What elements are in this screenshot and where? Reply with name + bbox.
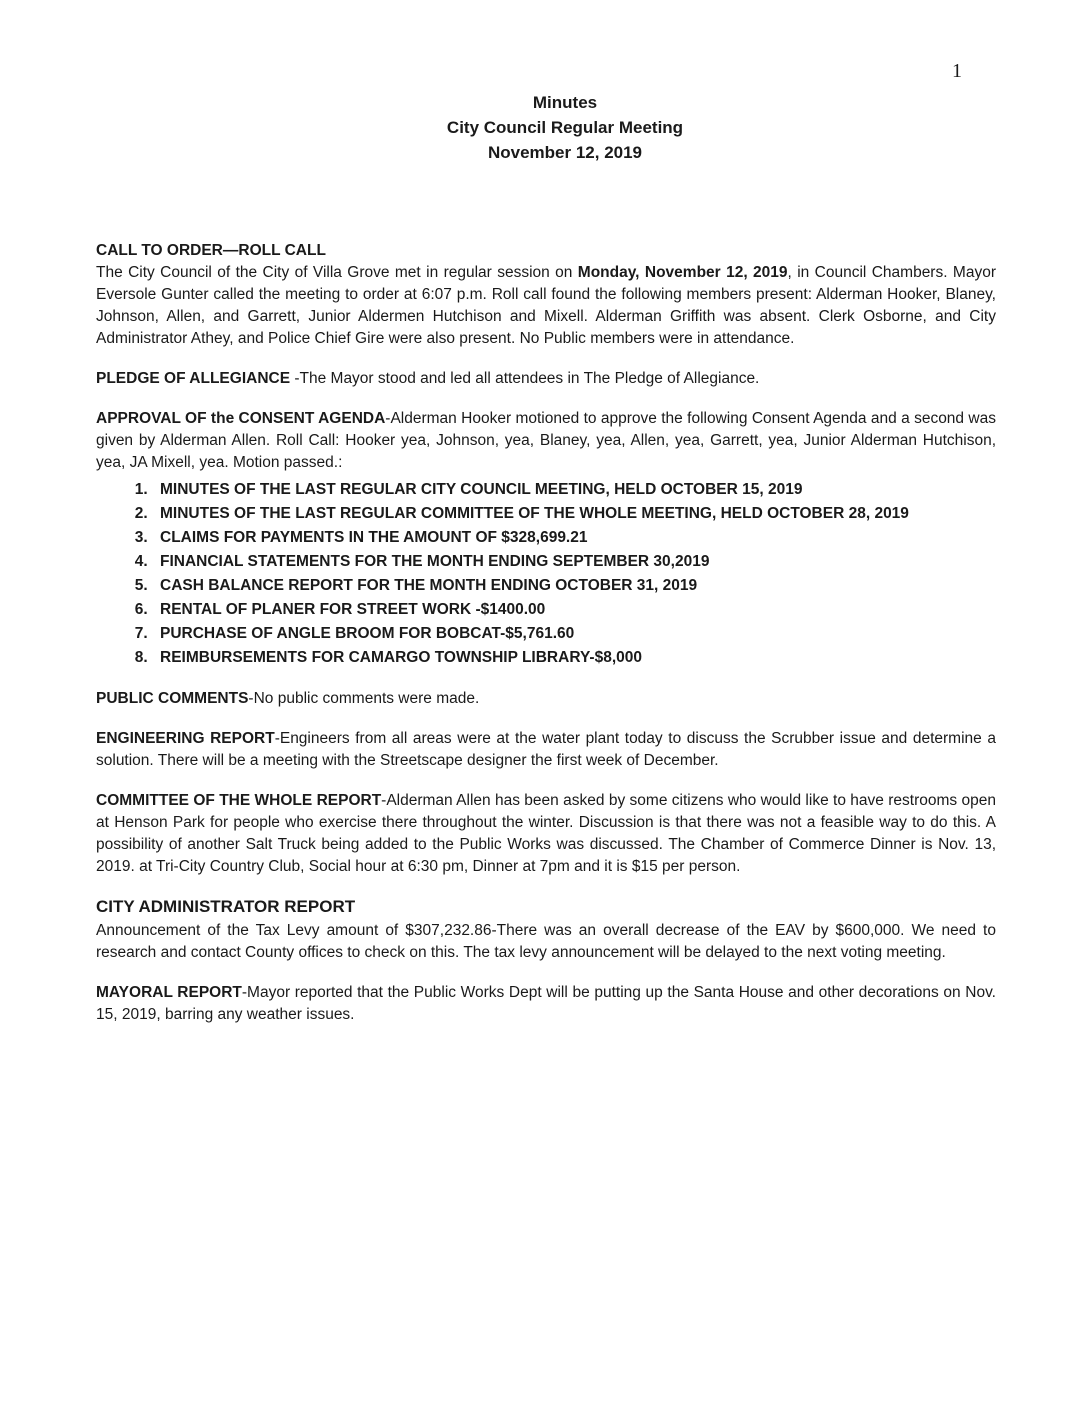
engineering-section [96, 728, 996, 772]
consent-agenda-list [96, 478, 996, 670]
consent-item: 8. REIMBURSEMENTS FOR CAMARGO TOWNSHIP LIBRARY-$8,000 [152, 646, 996, 670]
consent-item: 3. CLAIMS FOR PAYMENTS IN THE AMOUNT OF $328,699.21 [152, 526, 996, 550]
mayoral-section [96, 982, 996, 1026]
engineering-heading: ENGINEERING REPORT [96, 730, 275, 747]
consent-item: 7. PURCHASE OF ANGLE BROOM FOR BOBCAT-$5,761.60 [152, 622, 996, 646]
call-to-order-section [96, 240, 996, 350]
call-to-order-text-b: , in Council Chambers. Mayor Eversole Gunter called the meeting to order at 6:07 p.m. Roll call found the following members present: Alderman Hooker, Blaney, Johnson, Allen, and Garrett, Junior Aldermen Hutchison and Mixell. Alderman Griffith was absent. Clerk Osborne, and City Administrator Athey, and Police Chief Gire were also present. No Public members were in attendance. [96, 264, 996, 347]
consent-item: 4. FINANCIAL STATEMENTS FOR THE MONTH ENDING SEPTEMBER 30,2019 [152, 550, 996, 574]
minutes-body [96, 240, 996, 1044]
call-to-order-text-a: The City Council of the City of Villa Grove met in regular session on [96, 264, 578, 281]
public-comments-heading: PUBLIC COMMENTS [96, 690, 249, 707]
administrator-text: Announcement of the Tax Levy amount of $307,232.86-There was an overall decrease of the EAV by $600,000. We need to research and contact County offices to check on this. The tax levy announcement will be delayed to the next voting meeting. [96, 922, 996, 961]
mayoral-heading: MAYORAL REPORT [96, 984, 242, 1001]
page-number: 1 [952, 60, 962, 82]
consent-item: 6. RENTAL OF PLANER FOR STREET WORK -$1400.00 [152, 598, 996, 622]
public-comments-text: -No public comments were made. [248, 690, 480, 707]
engineering-text: -Engineers from all areas were at the water plant today to discuss the Scrubber issue and determine a solution. There will be a meeting with the Streetscape designer the first week of December. [96, 730, 996, 769]
call-to-order-heading: CALL TO ORDER—ROLL CALL [96, 242, 326, 259]
consent-agenda-section [96, 408, 996, 670]
administrator-heading: CITY ADMINISTRATOR REPORT [96, 897, 356, 916]
consent-item: 5. CASH BALANCE REPORT FOR THE MONTH ENDING OCTOBER 31, 2019 [152, 574, 996, 598]
public-comments-section [96, 688, 996, 710]
document-header [0, 90, 1088, 165]
committee-heading: COMMITTEE OF THE WHOLE REPORT [96, 792, 382, 809]
mayoral-text: -Mayor reported that the Public Works Dept will be putting up the Santa House and other decorations on Nov. 15, 2019, barring any weather issues. [96, 984, 996, 1023]
consent-agenda-heading: APPROVAL OF the CONSENT AGENDA [96, 410, 386, 427]
consent-item: 1. MINUTES OF THE LAST REGULAR CITY COUNCIL MEETING, HELD OCTOBER 15, 2019 [152, 478, 996, 502]
pledge-text: -The Mayor stood and led all attendees in The Pledge of Allegiance. [290, 370, 760, 387]
pledge-section [96, 368, 996, 390]
consent-item: 2. MINUTES OF THE LAST REGULAR COMMITTEE OF THE WHOLE MEETING, HELD OCTOBER 28, 2019 [152, 502, 996, 526]
administrator-section [96, 896, 996, 964]
consent-agenda-text: -Alderman Hooker motioned to approve the following Consent Agenda and a second was given by Alderman Allen. Roll Call: Hooker yea, Johnson, yea, Blaney, yea, Allen, yea, Garrett, yea, Junior Alderman Hutchison, yea, JA Mixell, yea. Motion passed.: [96, 410, 996, 471]
pledge-heading: PLEDGE OF ALLEGIANCE [96, 370, 291, 387]
header-title: Minutes [532, 93, 598, 112]
call-to-order-date: Monday, November 12, 2019 [577, 264, 788, 281]
header-date: November 12, 2019 [487, 143, 643, 162]
committee-section [96, 790, 996, 878]
committee-text: -Alderman Allen has been asked by some citizens who would like to have restrooms open at Henson Park for people who exercise there throughout the winter. Discussion is that there was not a feasible way to do this. A possibility of another Salt Truck being added to the Public Works was discussed. The Chamber of Commerce Dinner is Nov. 13, 2019. at Tri-City Country Club, Social hour at 6:30 pm, Dinner at 7pm and it is $15 per person. [96, 792, 996, 875]
header-meeting-type: City Council Regular Meeting [446, 118, 684, 137]
